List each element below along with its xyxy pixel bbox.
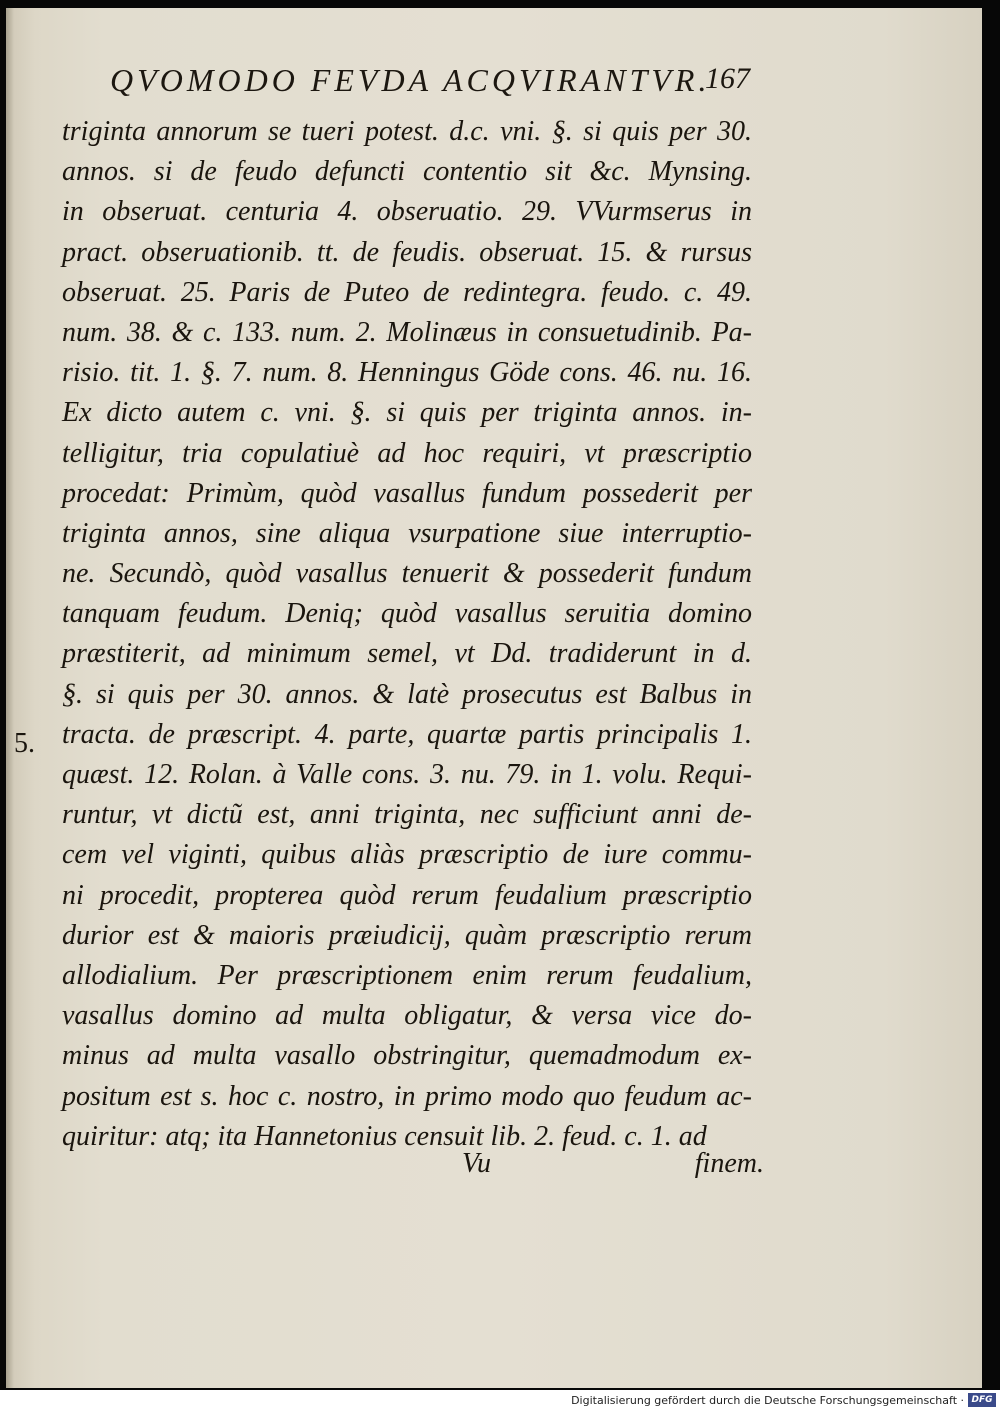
text-line: runtur, vt dictũ est, anni triginta, nec sufficiunt anni de- (62, 799, 752, 831)
footer-credit: Digitalisierung gefördert durch die Deutsche Forschungsgemeinschaft · (571, 1394, 964, 1407)
text-line: in obseruat. centuria 4. obseruatio. 29. VVurmserus in (62, 196, 752, 228)
text-line: minus ad multa vasallo obstringitur, quemadmodum ex- (62, 1040, 752, 1072)
body-text (62, 112, 752, 1157)
text-line: annos. si de feudo defuncti contentio sit &c. Mynsing. (62, 156, 752, 188)
text-line: vasallus domino ad multa obligatur, & versa vice do- (62, 1000, 752, 1032)
text-line: quæst. 12. Rolan. à Valle cons. 3. nu. 79. in 1. volu. Requi- (62, 759, 752, 790)
text-line: pract. obseruationib. tt. de feudis. obseruat. 15. & rursus (62, 236, 752, 268)
page-number: 167 (705, 62, 750, 95)
text-line: cem vel viginti, quibus aliàs præscriptio de iure commu- (62, 839, 752, 871)
text-line: procedat: Primùm, quòd vasallus fundum possederit per (62, 477, 752, 509)
text-line: Ex dicto autem c. vni. §. si quis per triginta annos. in- (62, 397, 752, 429)
text-line: triginta annos, sine aliqua vsurpatione siue interruptio- (62, 517, 752, 549)
text-line: ni procedit, propterea quòd rerum feudalium præscriptio (62, 879, 752, 911)
text-line: tanquam feudum. Deniq; quòd vasallus seruitia domino (62, 598, 752, 630)
text-line: positum est s. hoc c. nostro, in primo modo quo feudum ac- (62, 1080, 752, 1112)
text-line: obseruat. 25. Paris de Puteo de redintegra. feudo. c. 49. (62, 276, 752, 308)
text-line: §. si quis per 30. annos. & latè prosecutus est Balbus in (62, 678, 752, 710)
text-line: allodialium. Per præscriptionem enim rerum feudalium, (62, 959, 752, 991)
text-line: tracta. de præscript. 4. parte, quartæ partis principalis 1. (62, 718, 752, 750)
text-line: triginta annorum se tueri potest. d.c. vni. §. si quis per 30. (62, 116, 752, 147)
catchwords (62, 1148, 764, 1188)
running-title: QVOMODO FEVDA ACQVIRANTVR. (110, 62, 711, 98)
footer-bar (0, 1390, 1000, 1412)
text-line: durior est & maioris præiudicij, quàm præscriptio rerum (62, 919, 752, 951)
catchword: finem. (694, 1148, 764, 1179)
text-line: ne. Secundò, quòd vasallus tenuerit & possederit fundum (62, 558, 752, 590)
margin-note: 5. (14, 728, 35, 759)
text-line: num. 38. & c. 133. num. 2. Molinæus in consuetudinib. Pa- (62, 316, 752, 348)
text-line: præstiterit, ad minimum semel, vt Dd. tradiderunt in d. (62, 638, 752, 670)
text-line: risio. tit. 1. §. 7. num. 8. Henningus Göde cons. 46. nu. 16. (62, 357, 752, 389)
book-page (6, 8, 982, 1388)
catchword-signature: Vu (462, 1148, 492, 1179)
text-line: telligitur, tria copulatiuè ad hoc requiri, vt præscriptio (62, 437, 752, 469)
dfg-logo: DFG (968, 1393, 996, 1407)
running-head (110, 62, 750, 106)
text-line: quiritur: atq; ita Hannetonius censuit lib. 2. feud. c. 1. ad (62, 1120, 707, 1152)
